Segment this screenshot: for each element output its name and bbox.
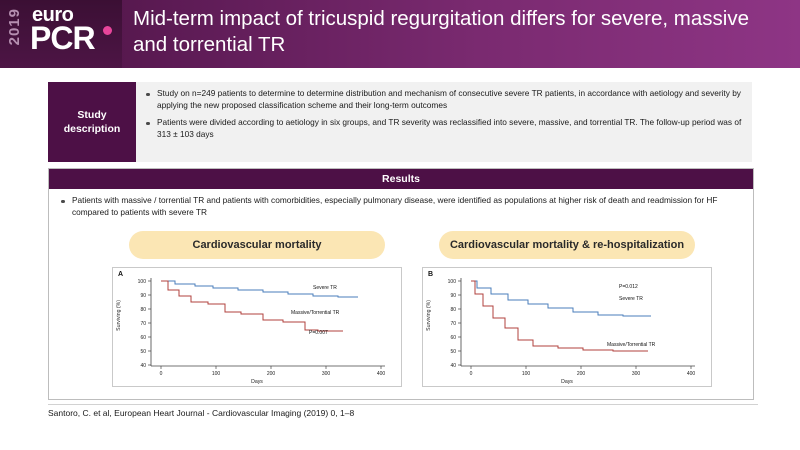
chart-panel-title: Cardiovascular mortality & re-hospitalization [439,231,695,259]
chart-letter-b: B [428,271,434,278]
chart-b-series-label-massive: Massive/Torrential TR [607,342,656,348]
svg-text:50: 50 [140,349,146,355]
logo-pcr-text: PCR [30,20,95,56]
svg-text:80: 80 [140,307,146,313]
study-description-box [48,82,752,162]
svg-text:40: 40 [140,363,146,369]
survival-chart-a [112,267,402,387]
results-header: Results [49,169,753,189]
svg-text:100: 100 [137,279,146,285]
results-body [59,195,739,224]
footer-divider [48,404,758,405]
svg-text:50: 50 [450,349,456,355]
svg-text:60: 60 [450,335,456,341]
svg-text:90: 90 [140,293,146,299]
chart-a-series-label-massive: Massive/Torrential TR [291,310,340,316]
chart-panel-cv-mortality-rehosp [417,231,717,387]
citation: Santoro, C. et al, European Heart Journal - Cardiovascular Imaging (2019) 0, 1–8 [48,408,355,418]
svg-text:400: 400 [686,371,696,377]
chart-b-xlabel: Days [561,379,573,385]
svg-text:70: 70 [140,321,146,327]
svg-text:0: 0 [469,371,473,377]
svg-text:40: 40 [450,363,456,369]
svg-text:0: 0 [159,371,163,377]
svg-text:200: 200 [576,371,586,377]
svg-text:400: 400 [376,371,386,377]
logo-year: 2019 [6,8,23,46]
chart-panel-cv-mortality [107,231,407,387]
svg-text:300: 300 [631,371,641,377]
list-item: Patients with massive / torrential TR and patients with comorbidities, especially pulmonary disease, were identified as populations at higher risk of death and readmission for HF compared to patients with severe TR [59,195,739,218]
svg-text:100: 100 [211,371,221,377]
svg-text:60: 60 [140,335,146,341]
page-title: Mid-term impact of tricuspid regurgitation differs for severe, massive and torrential TR [133,7,749,56]
study-description-label: Study description [48,82,136,162]
chart-a-series-label-severe: Severe TR [313,285,337,291]
chart-b-series-label-severe: Severe TR [619,296,643,302]
svg-text:100: 100 [521,371,531,377]
logo-euro-text: euro [32,4,74,26]
chart-a-pvalue: P=0.007 [309,330,328,336]
chart-b-pvalue: P=0.012 [619,284,638,290]
chart-a-xlabel: Days [251,379,263,385]
chart-panel-title: Cardiovascular mortality [129,231,385,259]
logo-dot-icon [103,26,112,35]
results-section [48,168,754,400]
chart-b-ylabel: Surviving (%) [426,300,432,331]
list-item: Study on n=249 patients to determine to determine distribution and mechanism of consecutive severe TR patients, in accordance with aetiology and severity by applying the new proposed classification scheme and their long-term outcomes [144,88,744,111]
list-item: Patients were divided according to aetiology in six groups, and TR severity was reclassified into severe, massive, and torrential TR. The follow-up period was of 313 ± 103 days [144,117,744,140]
chart-a-plot [113,268,401,386]
svg-text:70: 70 [450,321,456,327]
svg-text:300: 300 [321,371,331,377]
svg-text:200: 200 [266,371,276,377]
study-description-body [144,88,744,146]
slide-header [0,0,800,68]
svg-text:100: 100 [447,279,456,285]
chart-a-ylabel: Surviving (%) [116,300,122,331]
chart-b-plot [423,268,711,386]
svg-text:80: 80 [450,307,456,313]
logo-block [0,0,122,68]
chart-letter-a: A [118,271,124,278]
survival-chart-b [422,267,712,387]
svg-text:90: 90 [450,293,456,299]
